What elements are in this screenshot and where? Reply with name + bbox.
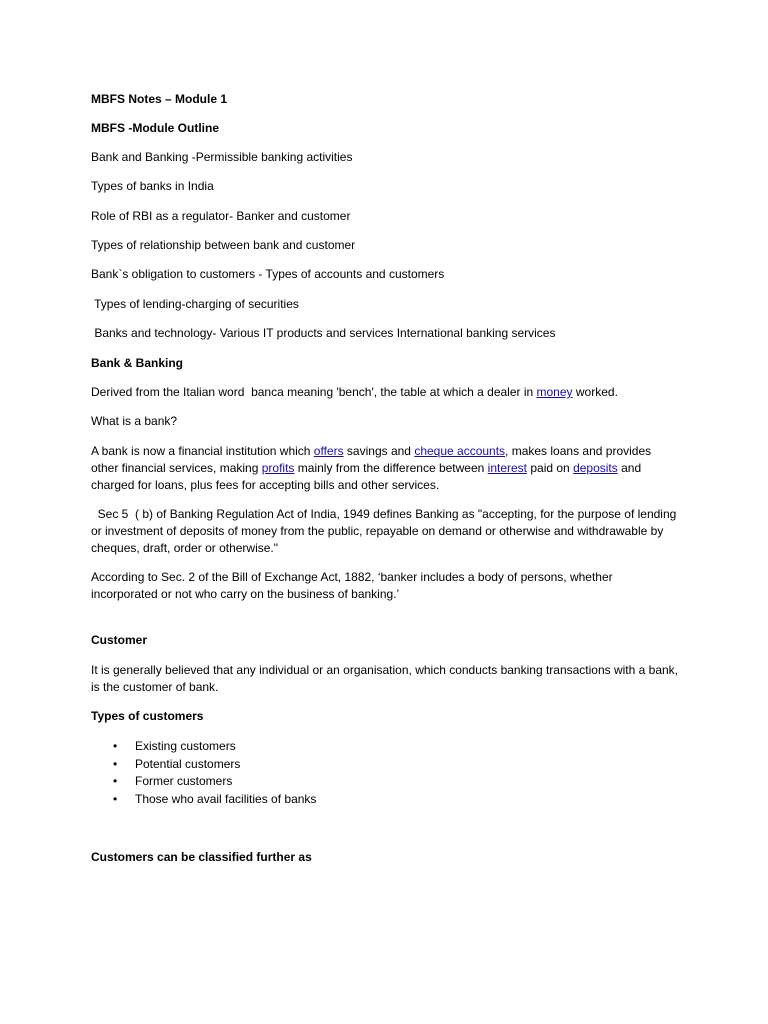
derived-paragraph: Derived from the Italian word banca meaning 'bench', the table at which a dealer in money worked. (91, 385, 618, 399)
list-item: • Existing customers (91, 738, 316, 756)
cheque-accounts-link[interactable]: cheque accounts (414, 444, 506, 458)
outline-item: Bank`s obligation to customers - Types of accounts and customers (91, 267, 445, 281)
bank-definition-paragraph: A bank is now a financial institution which offers savings and cheque accounts, makes loans and provides other financial services, making profits mainly from the difference between interest paid on deposits and charged for loans, plus fees for accepting bills and other services. (91, 444, 652, 492)
bullet-icon: • (113, 774, 118, 788)
customer-types-list (91, 738, 316, 808)
money-link[interactable]: money (536, 385, 573, 399)
outline-item: Types of banks in India (91, 179, 214, 193)
list-item: • Former customers (91, 773, 316, 791)
customer-heading: Customer (91, 633, 148, 647)
types-of-customers-heading: Types of customers (91, 709, 204, 723)
bullet-icon: • (113, 739, 118, 753)
outline-item: Role of RBI as a regulator- Banker and customer (91, 209, 351, 223)
bank-banking-heading: Bank & Banking (91, 356, 184, 370)
offers-link[interactable]: offers (313, 444, 344, 458)
outline-item: Banks and technology- Various IT products and services International banking services (91, 326, 556, 340)
what-is-bank-question: What is a bank? (91, 414, 178, 428)
outline-item: Bank and Banking -Permissible banking activities (91, 150, 353, 164)
sec5-paragraph: Sec 5 ( b) of Banking Regulation Act of India, 1949 defines Banking as "accepting, for the purpose of lending or investment of deposits of money from the public, repayable on demand or otherwise and withdrawable by cheques, draft, order or otherwise." (91, 507, 680, 555)
deposits-link[interactable]: deposits (573, 461, 618, 475)
profits-link[interactable]: profits (261, 461, 295, 475)
list-item: • Potential customers (91, 756, 316, 774)
outline-heading: MBFS -Module Outline (91, 121, 219, 135)
document-title: MBFS Notes – Module 1 (91, 92, 228, 106)
list-item: • Those who avail facilities of banks (91, 791, 316, 809)
interest-link[interactable]: interest (487, 461, 528, 475)
sec2-paragraph: According to Sec. 2 of the Bill of Exchange Act, 1882, ‘banker includes a body of persons, whether incorporated or not who carry on the business of banking.’ (91, 570, 613, 601)
classified-heading: Customers can be classified further as (91, 850, 312, 864)
outline-item: Types of relationship between bank and customer (91, 238, 356, 252)
outline-item: Types of lending-charging of securities (91, 297, 299, 311)
bullet-icon: • (113, 791, 118, 806)
bullet-icon: • (113, 756, 118, 771)
customer-paragraph: It is generally believed that any individual or an organisation, which conducts banking transactions with a bank, is the customer of bank. (91, 663, 679, 694)
